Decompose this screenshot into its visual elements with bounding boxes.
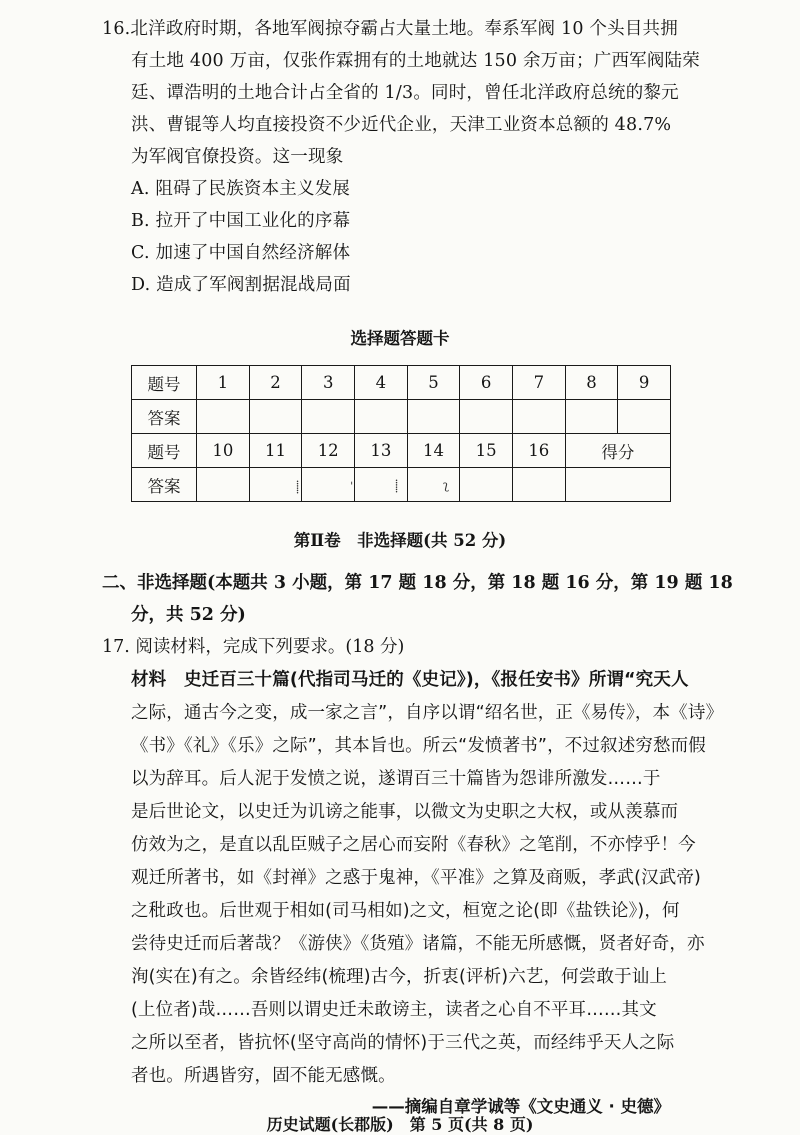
material-line-3: 《书》《礼》《乐》之际”，其本旨也。所云“发愤著书”，不过叙述穷愁而假 [131,736,706,756]
answer-cell-15[interactable] [460,468,513,502]
qnum-16: 16 [512,434,565,468]
material-line-5: 是后世论文，以史迁为讥谤之能事，以微文为史职之大权，或从羡慕而 [131,802,679,822]
row2-label: 答案 [132,400,197,434]
score-cell[interactable] [565,468,670,502]
table-row [132,468,671,502]
qnum-7: 7 [512,366,565,400]
section-2-heading-line-1: 二、非选择题(本题共 3 小题，第 17 题 18 分，第 18 题 16 分，第 19 题 18 [102,573,733,593]
table-row [132,366,671,400]
row4-label: 答案 [132,468,197,502]
material-line-11: (上位者)哉……吾则以谓史迁未敢谤主，读者之心自不平耳……其文 [131,1000,657,1020]
answer-cell-10[interactable] [197,468,250,502]
answer-cell-2[interactable] [249,400,302,434]
row1-label: 题号 [132,366,197,400]
answer-cell-4[interactable] [355,400,408,434]
answer-cell-1[interactable] [197,400,250,434]
q16-line-1: 16.北洋政府时期，各地军阀掠夺霸占大量土地。奉系军阀 10 个头目共拥 [102,19,678,39]
answer-cell-8[interactable] [565,400,618,434]
qnum-14: 14 [407,434,460,468]
qnum-12: 12 [302,434,355,468]
qnum-6: 6 [460,366,513,400]
qnum-10: 10 [197,434,250,468]
material-line-10: 洵(实在)有之。余皆经纬(梳理)古今，折衷(评析)六艺，何尝敢于讪上 [131,967,668,987]
qnum-9: 9 [618,366,671,400]
section-2-title: 第Ⅱ卷 非选择题(共 52 分) [293,531,507,550]
page-footer: 历史试题(长郡版) 第 5 页(共 8 页) [266,1115,534,1134]
pencil-mark: ⸽ [395,479,399,493]
material-line-7: 观迁所著书，如《封禅》之惑于鬼神，《平准》之算及商贩，孝武(汉武帝) [131,868,702,888]
q16-line-3: 廷、谭浩明的土地合计占全省的 1/3。同时，曾任北洋政府总统的黎元 [131,83,679,103]
q16-line-4: 洪、曹锟等人均直接投资不少近代企业，天津工业资本总额的 48.7% [131,115,672,135]
qnum-13: 13 [355,434,408,468]
answer-cell-6[interactable] [460,400,513,434]
qnum-1: 1 [197,366,250,400]
q16-option-a: A. 阻碍了民族资本主义发展 [131,179,351,199]
answer-cell-9[interactable] [618,400,671,434]
qnum-15: 15 [460,434,513,468]
table-row [132,434,671,468]
answer-cell-7[interactable] [512,400,565,434]
qnum-11: 11 [249,434,302,468]
q16-line-5: 为军阀官僚投资。这一现象 [131,147,344,167]
qnum-4: 4 [355,366,408,400]
answer-cell-11[interactable] [249,468,302,502]
section-2-heading-line-2: 分，共 52 分) [131,605,246,625]
table-row [132,400,671,434]
answer-cell-14[interactable] [407,468,460,502]
material-line-1: 材料 史迁百三十篇(代指司马迁的《史记》)，《报任安书》所谓“究天人 [131,670,689,690]
qnum-5: 5 [407,366,460,400]
qnum-2: 2 [249,366,302,400]
answer-card-table [131,365,671,502]
q16-option-b: B. 拉开了中国工业化的序幕 [131,211,351,231]
answer-cell-3[interactable] [302,400,355,434]
qnum-3: 3 [302,366,355,400]
material-line-8: 之秕政也。后世观于相如(司马相如)之文，桓宽之论(即《盐铁论》)，何 [131,901,680,921]
row3-label: 题号 [132,434,197,468]
material-source: ——摘编自章学诚等《文史通义 · 史德》 [371,1097,670,1116]
material-line-13: 者也。所遇皆穷，固不能无感慨。 [131,1066,396,1086]
answer-card-title: 选择题答题卡 [350,329,450,348]
pencil-mark: ⸽ [296,480,300,494]
answer-cell-5[interactable] [407,400,460,434]
material-line-2: 之际，通古今之变，成一家之言”，自序以谓“绍名世，正《易传》，本《诗》 [131,703,724,723]
qnum-8: 8 [565,366,618,400]
pencil-mark: ˈ [350,480,354,494]
question-17-stem: 17. 阅读材料，完成下列要求。(18 分) [102,637,405,657]
score-label: 得分 [565,434,670,468]
material-line-12: 之所以至者，皆抗怀(坚守高尚的情怀)于三代之英，而经纬乎天人之际 [131,1033,675,1053]
q16-option-d: D. 造成了军阀割据混战局面 [131,275,351,295]
material-line-6: 仿效为之，是直以乱臣贼子之居心而妄附《春秋》之笔削，不亦悖乎！今 [131,835,696,855]
material-line-4: 以为辞耳。后人泥于发愤之说，遂谓百三十篇皆为怨诽所激发……于 [131,769,661,789]
q16-option-c: C. 加速了中国自然经济解体 [131,243,351,263]
answer-cell-16[interactable] [512,468,565,502]
pencil-mark: ʅ [443,478,449,492]
material-line-9: 尝待史迁而后著哉？《游侠》《货殖》诸篇，不能无所感慨，贤者好奇，亦 [131,934,705,954]
answer-cell-12[interactable] [302,468,355,502]
answer-cell-13[interactable] [355,468,408,502]
q16-line-2: 有土地 400 万亩，仅张作霖拥有的土地就达 150 余万亩；广西军阀陆荣 [131,51,700,71]
